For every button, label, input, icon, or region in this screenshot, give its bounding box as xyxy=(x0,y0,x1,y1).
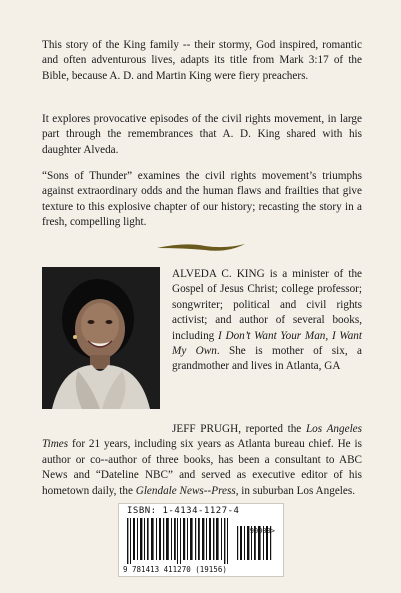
coauthor-paper-1: Los Angeles Times xyxy=(42,423,362,451)
author-book-title: I Don’t Want Your Man, I Want My Own xyxy=(172,329,362,358)
blurb-paragraph-3: “Sons of Thunder” examines the civil rights movement’s triumphs against extraordinary odds and the human flaws and frailties that give texture to this explosive chapter of our history; recasting the story in a fresh, compelling light. xyxy=(42,170,362,229)
price-code: 90000> xyxy=(249,527,275,535)
coauthor-bio xyxy=(42,422,362,499)
author-bio-text-1: ALVEDA C. KING is a minister of the Gospel of Jesus Christ; college professor; songwriter; political and civil rights activist; and author of several books, including xyxy=(172,268,362,342)
blurb-paragraph-2: It explores provocative episodes of the civil rights movement, in large part through the remembrances that A. D. King shared with his daughter Alveda. xyxy=(42,113,362,156)
isbn-label: ISBN: 1-4134-1127-4 xyxy=(127,506,240,516)
author-bio xyxy=(172,267,362,375)
coauthor-bio-text-1: JEFF PRUGH, reported the xyxy=(172,423,306,435)
barcode-bars xyxy=(125,518,277,564)
blurb-paragraph-1: This story of the King family -- their stormy, God inspired, romantic and often adventurous lives, adapts its title from Mark 3:17 of the Bible, because A. D. and Martin King were fiery preachers. xyxy=(42,39,362,82)
coauthor-bio-text-3: , in suburban Los Angeles. xyxy=(235,484,356,497)
author-bio-text-2: . She is mother of six, a grandmother and lives in Atlanta, GA xyxy=(172,345,362,373)
barcode-panel xyxy=(118,503,284,577)
coauthor-paper-2: Glendale News--Press xyxy=(135,484,236,497)
coauthor-bio-text-2: for 21 years, including six years as Atlanta bureau chief. He is author or co--author of three books, has been a consultant to ABC News and “Dateline NBC” and served as executive editor of his hometown daily, the xyxy=(42,438,362,497)
author-photo xyxy=(42,267,160,409)
divider-ornament xyxy=(155,241,247,255)
barcode-number: 9 781413 411270 (19156) xyxy=(123,565,227,574)
